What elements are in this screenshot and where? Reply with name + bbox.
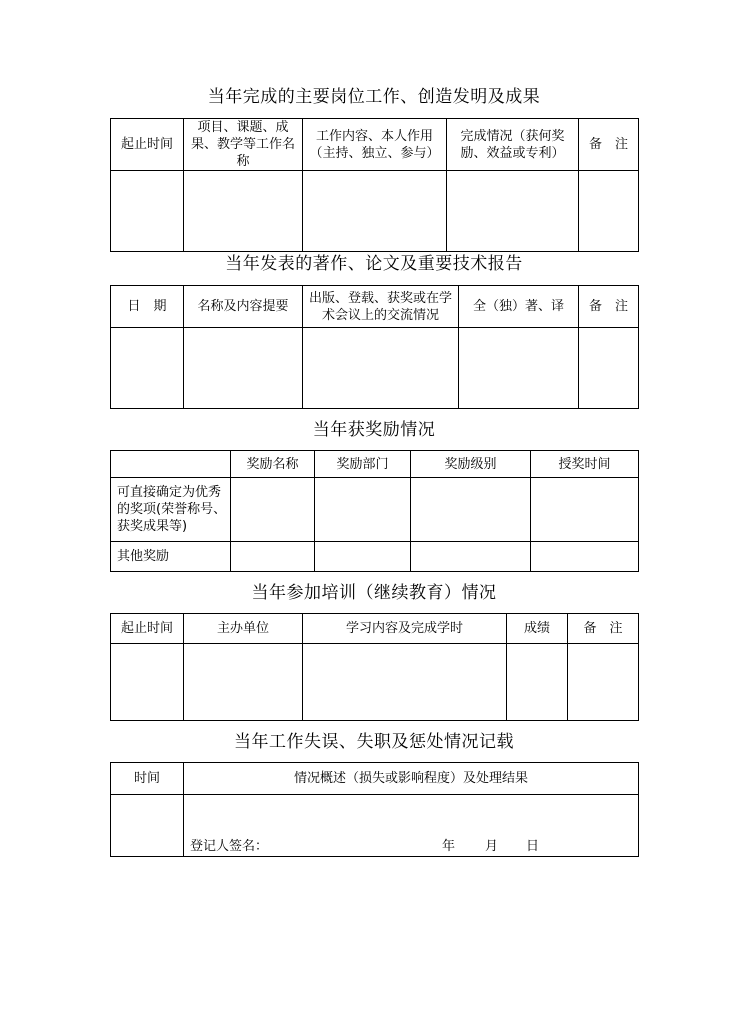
blank-cell[interactable] (303, 644, 507, 721)
blank-cell[interactable] (184, 328, 303, 409)
blank-cell[interactable] (579, 328, 639, 409)
table-header-row (111, 286, 639, 328)
blank-cell[interactable] (111, 795, 184, 857)
header-cell: 成绩 (507, 614, 568, 644)
blank-cell[interactable] (111, 328, 184, 409)
table-row (111, 171, 639, 252)
blank-cell[interactable] (303, 328, 459, 409)
signature-month-label: 月 (485, 839, 499, 854)
header-cell: 奖励级别 (411, 451, 531, 478)
section-title-main-work: 当年完成的主要岗位工作、创造发明及成果 (207, 87, 541, 107)
row-label-other-awards: 其他奖励 (111, 542, 231, 572)
blank-cell[interactable] (303, 171, 447, 252)
blank-cell[interactable] (531, 542, 639, 572)
header-cell: 项目、课题、成果、教学等工作名称 (184, 119, 303, 171)
table-header-row (111, 763, 639, 795)
header-cell: 备 注 (579, 119, 639, 171)
header-cell: 备 注 (568, 614, 639, 644)
blank-cell[interactable] (411, 542, 531, 572)
blank-cell[interactable] (507, 644, 568, 721)
header-cell: 授奖时间 (531, 451, 639, 478)
table-header-row (111, 614, 639, 644)
blank-cell[interactable] (111, 171, 184, 252)
header-cell: 奖励名称 (231, 451, 315, 478)
header-cell: 学习内容及完成学时 (303, 614, 507, 644)
main-work-table (110, 118, 639, 252)
blank-cell[interactable] (568, 644, 639, 721)
header-cell: 完成情况（获何奖励、效益或专利） (447, 119, 579, 171)
header-cell: 奖励部门 (315, 451, 411, 478)
section-title-training: 当年参加培训（继续教育）情况 (251, 583, 497, 603)
blank-cell[interactable] (531, 478, 639, 542)
signature-day-label: 日 (526, 839, 540, 854)
header-cell: 情况概述（损失或影响程度）及处理结果 (184, 763, 639, 795)
header-cell: 工作内容、本人作用（主持、独立、参与） (303, 119, 447, 171)
blank-cell[interactable] (231, 542, 315, 572)
row-label-excellent-awards: 可直接确定为优秀的奖项(荣誉称号、获奖成果等) (111, 478, 231, 542)
section-title-misconduct: 当年工作失误、失职及惩处情况记载 (234, 732, 514, 752)
blank-cell[interactable] (447, 171, 579, 252)
table-row (111, 542, 639, 572)
blank-cell[interactable] (315, 478, 411, 542)
header-cell: 起止时间 (111, 614, 184, 644)
table-row (111, 644, 639, 721)
blank-cell[interactable] (315, 542, 411, 572)
blank-cell[interactable] (579, 171, 639, 252)
header-cell: 起止时间 (111, 119, 184, 171)
signature-year-label: 年 (442, 839, 456, 854)
registrar-signature-label: 登记人签名： (190, 839, 269, 854)
blank-cell[interactable] (111, 644, 184, 721)
section-title-publications: 当年发表的著作、论文及重要技术报告 (225, 254, 523, 274)
blank-cell[interactable] (411, 478, 531, 542)
header-cell: 名称及内容提要 (184, 286, 303, 328)
training-table (110, 613, 639, 721)
awards-table (110, 450, 639, 572)
header-cell: 备 注 (579, 286, 639, 328)
header-cell: 时间 (111, 763, 184, 795)
table-row (111, 478, 639, 542)
table-header-row (111, 451, 639, 478)
header-cell: 日 期 (111, 286, 184, 328)
blank-cell[interactable] (231, 478, 315, 542)
blank-cell[interactable] (184, 644, 303, 721)
blank-cell[interactable] (184, 171, 303, 252)
publications-table (110, 285, 639, 409)
blank-cell[interactable] (459, 328, 579, 409)
table-row (111, 328, 639, 409)
table-header-row (111, 119, 639, 171)
header-cell: 出版、登载、获奖或在学术会议上的交流情况 (303, 286, 459, 328)
header-cell: 全（独）著、译 (459, 286, 579, 328)
header-cell: 主办单位 (184, 614, 303, 644)
section-title-awards: 当年获奖励情况 (312, 420, 436, 440)
header-cell (111, 451, 231, 478)
